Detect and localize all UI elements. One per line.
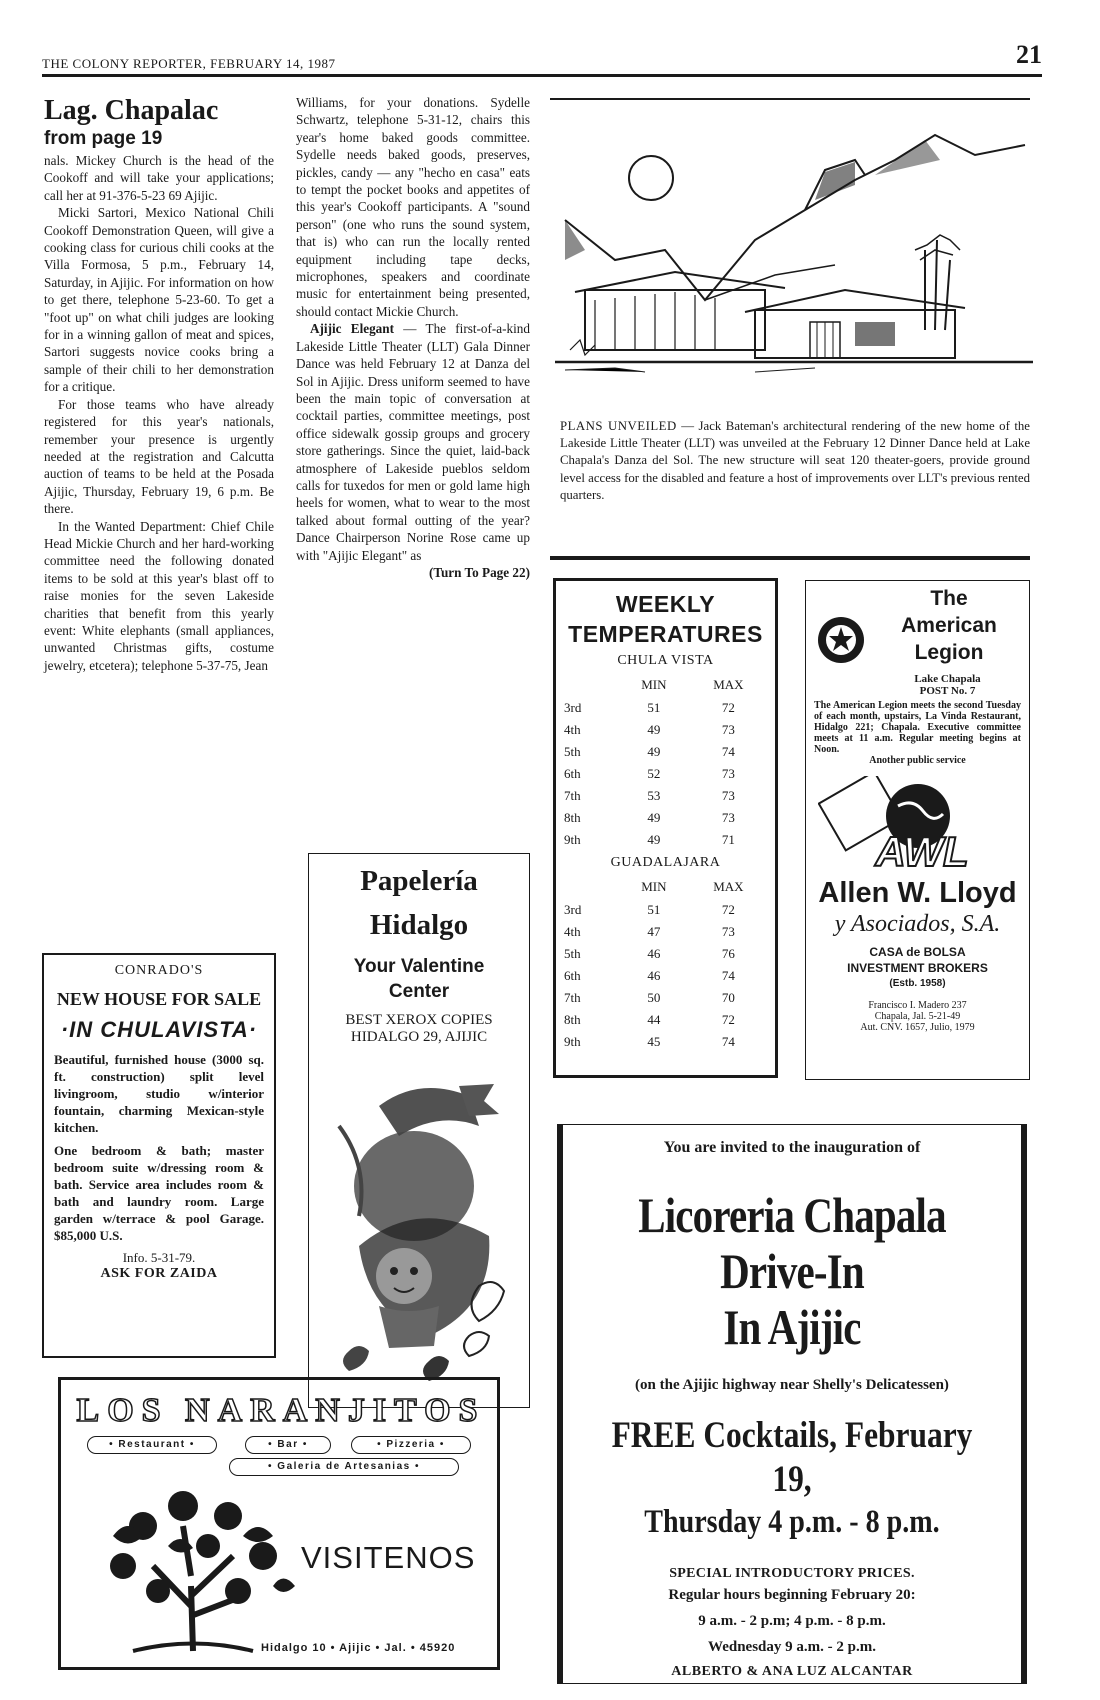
owners: ALBERTO & ANA LUZ ALCANTAR bbox=[671, 1664, 913, 1679]
visit-label: VISITENOS bbox=[301, 1540, 476, 1575]
max-cell: 70 bbox=[721, 990, 735, 1005]
legion-header bbox=[814, 585, 1021, 695]
article-paragraph: Micki Sartori, Mexico National Chili Cookoff Demonstration Queen, will give a cooking class for curious chili cooks at the Villa Formosa, 5 p.m., February 14, Saturday, in Ajijic. For information on how to get there, telephone 5-23-60. To get a "foot up" on what chili judges are looking for in a winning gallon of meat and spices, Sartori suggests novice cooks bring a sample of their chili to her demonstration for a critique. bbox=[44, 205, 274, 395]
ad-headline: NEW HOUSE FOR SALE bbox=[56, 989, 262, 1009]
ad-address: HIDALGO 29, AJIJIC bbox=[350, 1029, 488, 1045]
min-cell: 45 bbox=[647, 1034, 661, 1049]
restaurant-address: Hidalgo 10 • Ajijic • Jal. • 45920 bbox=[261, 1642, 456, 1654]
max-cell: 72 bbox=[721, 700, 735, 715]
min-cell: 44 bbox=[647, 1012, 661, 1027]
max-cell: 72 bbox=[721, 1012, 735, 1027]
day-cell: 4th bbox=[564, 924, 581, 939]
article-column-2 bbox=[296, 94, 530, 581]
day-cell: 7th bbox=[564, 990, 581, 1005]
ad-location: ·IN CHULAVISTA· bbox=[60, 1017, 258, 1042]
table-row bbox=[562, 697, 769, 719]
legion-public-service: Another public service bbox=[869, 755, 966, 766]
min-header: MIN bbox=[641, 677, 667, 692]
max-cell: 74 bbox=[721, 744, 735, 759]
min-cell: 53 bbox=[647, 788, 661, 803]
day-cell: 4th bbox=[564, 722, 581, 737]
article-column-1 bbox=[44, 96, 274, 674]
awl-authorization: Aut. CNV. 1657, Julio, 1979 bbox=[860, 1022, 975, 1033]
ad-title: Papelería bbox=[360, 865, 478, 897]
legion-emblem-icon bbox=[816, 615, 866, 665]
max-header: MAX bbox=[713, 879, 744, 894]
table-row bbox=[562, 943, 769, 965]
day-cell: 3rd bbox=[564, 700, 582, 715]
store-name: Licoreria Chapala Drive-In bbox=[638, 1187, 946, 1299]
max-cell: 74 bbox=[721, 1034, 735, 1049]
legion-title-line: American bbox=[901, 614, 997, 637]
legion-post: POST No. 7 bbox=[919, 685, 976, 697]
day-cell: 5th bbox=[564, 946, 581, 961]
max-cell: 73 bbox=[721, 722, 735, 737]
day-cell: 6th bbox=[564, 766, 581, 781]
min-cell: 46 bbox=[647, 968, 661, 983]
papeleria-ad bbox=[308, 853, 530, 1408]
max-cell: 72 bbox=[721, 902, 735, 917]
table-header-row bbox=[562, 673, 769, 697]
max-cell: 76 bbox=[721, 946, 735, 961]
caption-body: — Jack Bateman's architectural rendering of the new home of the Lakeside Little Theater (LLT) was unveiled at the February 12 Dinner Dance held at Lake Chapala's Danza del Sol. The new structure will seat 120 theater-goers, provide ground level access for the disabled and feature a host of improvements over LLT's previous rented quarters. bbox=[560, 419, 1030, 502]
licoreria-ad bbox=[557, 1124, 1027, 1684]
invite-line: You are invited to the inauguration of bbox=[663, 1139, 921, 1156]
min-cell: 50 bbox=[647, 990, 661, 1005]
table-row bbox=[562, 987, 769, 1009]
caption-lead: PLANS UNVEILED bbox=[560, 419, 677, 433]
min-cell: 47 bbox=[647, 924, 661, 939]
pill-restaurant: • Restaurant • bbox=[87, 1436, 217, 1454]
min-cell: 52 bbox=[647, 766, 661, 781]
day-cell: 7th bbox=[564, 788, 581, 803]
day-cell: 5th bbox=[564, 744, 581, 759]
article-paragraph: Williams, for your donations. Sydelle Schwartz, telephone 5-31-12, chairs this year's home baked goods committee. Sydelle needs baked goods, preserves, pickles, candy — any "hecho en casa" eats to tempt the pocket books and appetites of this year's Cookoff participants. A "sound person" (one who runs the sound system, that is) who can run the locally rented equipment including tape decks, microphones, speakers and coordinate music for entertainment being presented, should contact Mickie Church. bbox=[296, 95, 530, 319]
pill-bar: • Bar • bbox=[245, 1436, 331, 1454]
subhead-body: — The first-of-a-kind Lakeside Little Theater (LLT) Gala Dinner Dance was held February 12 at Danza del Sol in Ajijic. Dress uniform seemed to have been the main topic of conversation at cocktail parties, committee meetings, post office sidewalk gossip groups and grocery store gatherings. Since the quiet, laid-back atmosphere of Lakeside pueblos seldom calls for tuxedos for men or gold lame high heels for women, what to wear to the most talked about formal outting of the year? Dance Chairperson Norine Rose came up with "Ajijic Elegant" as bbox=[296, 321, 530, 563]
min-cell: 49 bbox=[647, 744, 661, 759]
min-cell: 51 bbox=[647, 902, 661, 917]
hours-line: Wednesday 9 a.m. - 2 p.m. bbox=[708, 1639, 876, 1655]
table-row bbox=[562, 965, 769, 987]
temps-location: CHULA VISTA bbox=[617, 653, 714, 668]
weekly-temperatures bbox=[553, 578, 778, 1078]
ad-subtitle: Center bbox=[388, 981, 450, 1002]
ad-info: Info. 5-31-79. bbox=[122, 1250, 196, 1265]
theater-rendering bbox=[555, 100, 1033, 400]
conrado-house-ad bbox=[42, 953, 276, 1358]
ad-body: One bedroom & bath; master bedroom suite w/dressing room & bath. Service area includes room & bath and laundry room. Large garden w/terrace & pool Garage. $85,000 U.S. bbox=[54, 1143, 264, 1243]
subhead-lead: Ajijic Elegant bbox=[310, 321, 394, 337]
min-cell: 49 bbox=[647, 832, 661, 847]
cupid-illustration bbox=[319, 1066, 519, 1396]
article-paragraph: nals. Mickey Church is the head of the Cookoff and will take your applications; call her at 91-376-5-23 69 Ajijic. bbox=[44, 153, 274, 203]
legion-location: Lake Chapala bbox=[914, 673, 981, 685]
max-cell: 71 bbox=[721, 832, 735, 847]
legion-body: The American Legion meets the second Tuesday of each month, upstairs, La Vinda Restaurant, Hidalgo 221; Chapala. Executive committee meets at 11 a.m. Regular meeting begins at Noon. bbox=[814, 700, 1021, 755]
article-headline: Lag. Chapalac bbox=[44, 95, 219, 126]
table-row bbox=[562, 785, 769, 807]
hours-line: Regular hours beginning February 20: bbox=[668, 1587, 916, 1603]
section-rule bbox=[550, 556, 1030, 560]
temps-table-guadalajara bbox=[562, 875, 769, 1053]
los-naranjitos-ad bbox=[58, 1377, 500, 1670]
legion-title-line: The bbox=[930, 587, 968, 610]
ad-owner: CONRADO'S bbox=[114, 963, 204, 978]
table-row bbox=[562, 807, 769, 829]
min-cell: 49 bbox=[647, 810, 661, 825]
restaurant-title: LOS NARANJITOS bbox=[76, 1392, 486, 1429]
temps-title: WEEKLY bbox=[615, 591, 716, 617]
awl-casa: CASA de BOLSA bbox=[869, 945, 966, 959]
max-cell: 73 bbox=[721, 788, 735, 803]
article-paragraph: For those teams who have already registered for this year's nationals, remember your presence is urgently needed at the registration and Calcutta auction of teams to be held at the Posada Ajijic, Thursday, February 19, 6 p.m. Be there. bbox=[44, 396, 274, 517]
table-row bbox=[562, 1031, 769, 1053]
special-prices: SPECIAL INTRODUCTORY PRICES. bbox=[669, 1566, 915, 1581]
orange-tree-illustration bbox=[83, 1476, 303, 1656]
hours-line: 9 a.m. - 2 p.m; 4 p.m. - 8 p.m. bbox=[698, 1613, 886, 1629]
day-cell: 6th bbox=[564, 968, 581, 983]
table-row bbox=[562, 741, 769, 763]
min-cell: 51 bbox=[647, 700, 661, 715]
continued-label: (Turn To Page 22) bbox=[428, 564, 530, 580]
table-row bbox=[562, 1009, 769, 1031]
masthead-rule bbox=[42, 74, 1042, 77]
table-row bbox=[562, 829, 769, 851]
table-row bbox=[562, 719, 769, 741]
legion-title bbox=[874, 585, 1024, 666]
store-location: In Ajijic bbox=[723, 1299, 861, 1355]
temps-location: GUADALAJARA bbox=[610, 855, 721, 870]
day-cell: 9th bbox=[564, 1034, 581, 1049]
max-cell: 73 bbox=[721, 924, 735, 939]
awl-assoc: y Asociados, S.A. bbox=[834, 911, 1001, 937]
article-paragraph bbox=[296, 320, 530, 564]
legion-title-line: Legion bbox=[914, 641, 984, 664]
free-cocktails: FREE Cocktails, February 19, bbox=[611, 1415, 973, 1500]
max-header: MAX bbox=[713, 677, 744, 692]
ad-body: Beautiful, furnished house (3000 sq. ft. construction) split level livingroom, studio w/interior fountain, charming Mexican-style kitchen. bbox=[54, 1052, 264, 1135]
max-cell: 73 bbox=[721, 810, 735, 825]
min-cell: 46 bbox=[647, 946, 661, 961]
day-cell: 8th bbox=[564, 810, 581, 825]
legion-awl-ads bbox=[805, 580, 1030, 1080]
day-cell: 8th bbox=[564, 1012, 581, 1027]
pill-galeria: • Galeria de Artesanias • bbox=[229, 1458, 459, 1476]
awl-name: Allen W. Lloyd bbox=[818, 877, 1017, 909]
max-cell: 74 bbox=[721, 968, 735, 983]
awl-address: Francisco I. Madero 237 bbox=[868, 1000, 967, 1011]
table-row bbox=[562, 921, 769, 943]
table-row bbox=[562, 763, 769, 785]
ad-contact: ASK FOR ZAIDA bbox=[100, 1266, 218, 1281]
table-header-row bbox=[562, 875, 769, 899]
awl-established: (Estb. 1958) bbox=[889, 978, 946, 989]
photo-caption bbox=[560, 418, 1030, 504]
day-cell: 3rd bbox=[564, 902, 582, 917]
temps-title: TEMPERATURES bbox=[568, 621, 763, 647]
page-number: 21 bbox=[1016, 40, 1042, 69]
awl-badge: AWL bbox=[874, 828, 969, 875]
paper-dateline: THE COLONY REPORTER, FEBRUARY 14, 1987 bbox=[42, 56, 336, 71]
max-cell: 73 bbox=[721, 766, 735, 781]
masthead bbox=[42, 40, 1042, 76]
min-cell: 49 bbox=[647, 722, 661, 737]
table-row bbox=[562, 899, 769, 921]
jump-from-label: from page 19 bbox=[44, 128, 163, 149]
store-directions: (on the Ajijic highway near Shelly's Delicatessen) bbox=[635, 1377, 949, 1393]
ad-title: Hidalgo bbox=[369, 909, 469, 941]
day-cell: 9th bbox=[564, 832, 581, 847]
awl-logo-icon bbox=[818, 776, 1018, 876]
event-time: Thursday 4 p.m. - 8 p.m. bbox=[644, 1504, 940, 1540]
pill-pizzeria: • Pizzeria • bbox=[351, 1436, 471, 1454]
awl-brokers: INVESTMENT BROKERS bbox=[847, 961, 988, 975]
temps-table-chula-vista bbox=[562, 673, 769, 851]
ad-xerox: BEST XEROX COPIES bbox=[345, 1012, 493, 1028]
awl-address: Chapala, Jal. 5-21-49 bbox=[874, 1011, 961, 1022]
ad-subtitle: Your Valentine bbox=[353, 956, 485, 977]
article-paragraph: In the Wanted Department: Chief Chile Head Mickie Church and her hard-working committee need the following donated items to be sold at this year's blast off to raise monies for the seven Lakeside charities that benefit from this yearly event: White elephants (small appliances, unwanted Christmas gifts, costume jewelry, etcetera); telephone 5-37-75, Jean bbox=[44, 518, 274, 673]
min-header: MIN bbox=[641, 879, 667, 894]
